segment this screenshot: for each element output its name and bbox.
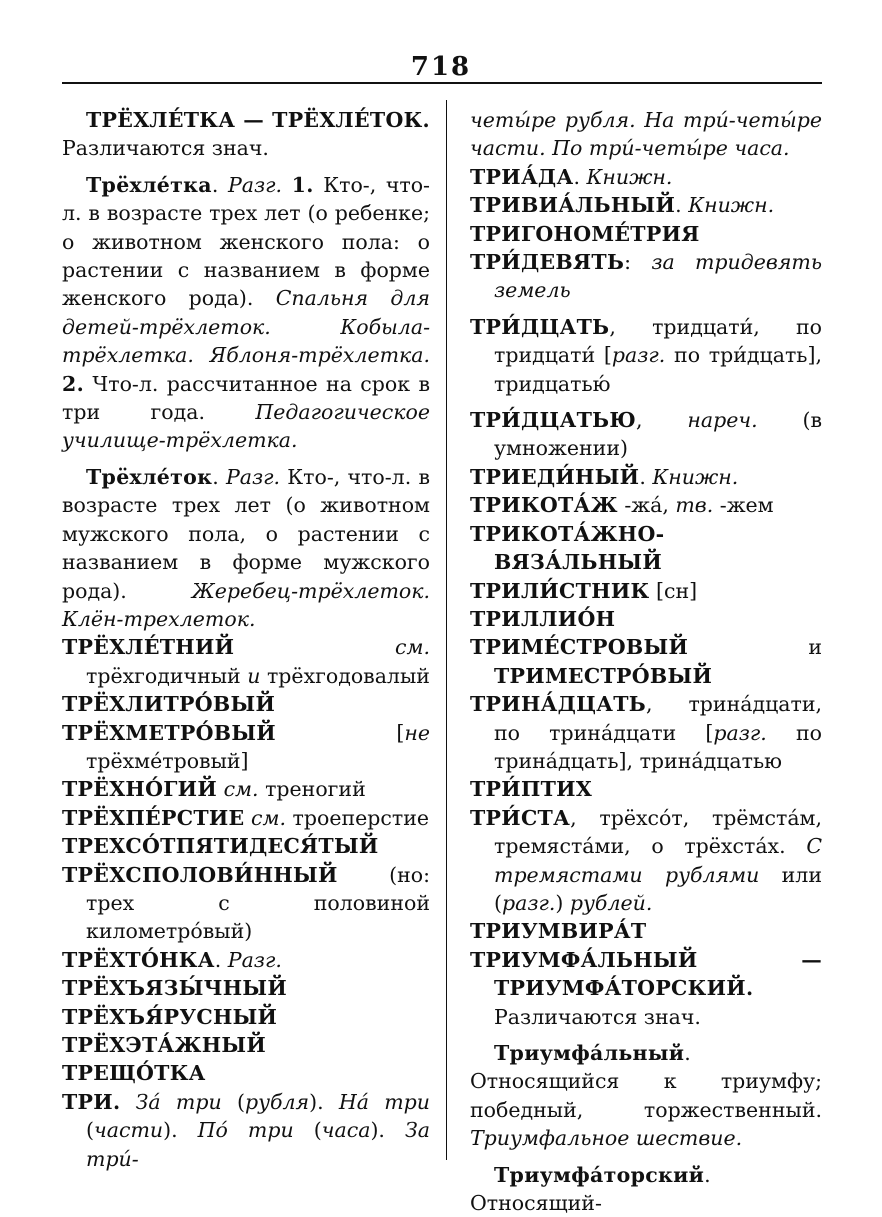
entry-text: . [573,164,587,189]
entry-text: трёхгодичный [86,663,248,688]
dictionary-entry [470,946,822,1031]
entry-headword: Триумфа́торский [494,1162,705,1187]
left-column [62,106,430,1173]
entry-text: -жем [713,493,774,518]
dictionary-entry [470,248,822,305]
entry-headword: ТРИУМВИРА́Т [470,919,647,944]
entry-headword: ТРЁХЪЯ́РУСНЫЙ [62,1004,278,1029]
dictionary-entry [470,633,822,690]
dictionary-entry [470,463,822,491]
dictionary-entry [470,220,822,248]
entry-text: по трина́дцать], трина́дцатью [494,720,822,773]
entry-text: Кто-, что-л. в возрасте трех лет (о ребенке; о животном женского пола: о растении с названием в форме женского рода). [62,172,430,311]
entry-headword: ТРИУМФА́ЛЬНЫЙ — ТРИУМФА́ТОРСКИЙ. [470,947,822,1001]
dictionary-entry [470,1161,822,1217]
entry-headword: ТРЁХМЕТРО́ВЫЙ [62,720,276,745]
entry-italic-note: и [247,663,261,688]
entry-headword: ТРИЕДИ́НЫЙ [470,464,640,489]
entry-headword: ТРИМЕ́СТРОВЫЙ [470,635,689,660]
header-rule [62,82,822,84]
entry-text: , трёхсо́т, трёмста́м, тремяста́ми, о трёхста́х. [494,805,822,859]
entry-headword: ТРЁХЭТА́ЖНЫЙ [62,1033,267,1057]
entry-headword: 2. [62,371,85,396]
dictionary-entry [62,171,430,455]
entry-italic-note: На́ три [338,1089,431,1114]
entry-text: , тридцати́, по тридцати́ [ [494,314,822,368]
entry-italic-note: разг. [611,343,666,368]
entry-headword: ТРИКОТА́ЖНО-ВЯЗА́ЛЬНЫЙ [470,521,665,575]
dictionary-entry [62,1059,430,1087]
entry-italic-note: рубля [244,1089,310,1114]
dictionary-entry [470,406,822,463]
entry-text: . [214,947,228,972]
entry-text: по три́дцать], тридцатью́ [494,343,822,396]
entry-text [120,1090,135,1114]
entry-headword: ТРИ́ДЦАТЬ [470,314,610,339]
entry-headword: ТРИГОНОМЕ́ТРИЯ [470,221,700,246]
entry-text: ). [163,1118,198,1143]
entry-headword: ТРЁХЛЕ́ТКА — ТРЁХЛЕ́ТОК. [86,108,430,132]
entry-italic-note: четы́ре рубля. На три́-четы́ре части. По три́-четы́ре часа. [470,108,822,161]
dictionary-entry [62,1003,430,1031]
dictionary-entry [470,106,822,163]
entry-headword: ТРЁХНО́ГИЙ [62,777,218,802]
entry-italic-note: см. [395,635,430,660]
dictionary-entry [470,804,822,918]
entry-text: трёхме́тровый] [86,748,249,773]
entry-italic-note: разг. [713,720,767,745]
dictionary-entry [470,605,822,633]
entry-text: ( [221,1089,245,1114]
page-number: 718 [410,52,472,82]
entry-text: [ [275,720,405,745]
entry-headword: ТРИ́СТА [470,805,571,830]
entry-italic-note: см. [223,777,259,802]
entry-italic-note: Книжн. [688,193,775,218]
entry-headword: ТРИЛИ́СТНИК [470,578,650,603]
entry-headword: Трёхле́ток [86,464,213,489]
entry-italic-note: нареч. [687,408,758,433]
entry-text: . [211,172,228,197]
dictionary-entry [62,1031,430,1059]
dictionary-entry [62,106,430,163]
entry-headword: ТРЕЩО́ТКА [62,1061,206,1086]
entry-headword: 1. [291,172,314,197]
dictionary-entry [470,917,822,945]
entry-text: : [624,250,652,275]
dictionary-entry [62,1088,430,1173]
entry-text: ( [86,1118,94,1143]
entry-text: Что-л. рассчитанное на срок в три года. [62,371,430,425]
entry-italic-note: Спальня для детей-трёхлеток. Кобыла-трёхлетка. Яблоня-трёхлетка. [62,286,430,368]
entry-text: Кто-, что-л. в возрасте трех лет (о животном мужского пола, о растении с названием в форме мужского рода). [62,464,430,603]
right-column [470,106,822,1217]
entry-italic-note: разг. [502,890,556,915]
entry-italic-note: за тридевять земель [494,250,822,303]
entry-text [282,173,292,197]
dictionary-entry [62,719,430,776]
entry-text: . [675,193,689,218]
entry-headword: Триумфа́льный [494,1041,685,1065]
entry-text: (в умножении) [494,408,822,461]
dictionary-entry [62,804,430,832]
entry-text: -жа́, [617,493,676,518]
entry-text: трёхгодовалый [260,663,430,688]
dictionary-entry [470,690,822,775]
entry-headword: ТРИ́ПТИХ [470,777,593,802]
entry-text: ). [370,1118,405,1143]
entry-text: Различаются знач. [494,1004,701,1029]
entry-text: . [212,464,226,489]
entry-italic-note: За три́- [86,1118,430,1171]
entry-text: ). [309,1089,339,1114]
entry-headword: ТРИ. [62,1089,121,1114]
entry-text: и [688,635,822,660]
entry-text: или ( [494,862,822,915]
entry-text: . Относящий- [470,1162,711,1216]
entry-headword: ТРЁХПЕ́РСТИЕ [62,805,245,830]
entry-text: , трина́дцати, по трина́дцати [ [494,692,822,745]
entry-headword: ТРЁХСПОЛОВИ́ННЫЙ [62,862,338,887]
entry-headword: ТРИМЕСТРО́ВЫЙ [494,663,713,688]
dictionary-entry [62,775,430,803]
entry-italic-note: Жеребец-трёхлеток. Клён-трехлеток. [62,578,430,631]
dictionary-entry [470,313,822,398]
entry-italic-note: см. [251,805,286,830]
entry-headword: ТРИЛЛИО́Н [470,606,616,631]
entry-italic-note: Разг. [227,172,283,197]
entry-headword: ТРИВИА́ЛЬНЫЙ [470,193,676,218]
entry-italic-note: Книжн. [586,164,673,189]
entry-italic-note: часа [321,1118,371,1143]
dictionary-entry [470,577,822,605]
entry-italic-note: Педагогическое училище-трёхлетка. [62,400,430,453]
dictionary-entry [470,775,822,803]
dictionary-entry [62,832,430,860]
entry-headword: ТРИ́ДЦАТЬЮ [470,408,637,433]
entry-text: . [639,464,653,489]
dictionary-entry [62,946,430,974]
entry-text [234,635,395,659]
dictionary-entry [62,463,430,633]
entry-italic-note: Триумфальное шествие. [470,1126,743,1151]
entry-headword: ТРИ́ДЕВЯТЬ [470,250,625,275]
entry-headword: ТРЕХСО́ТПЯТИДЕСЯ́ТЫЙ [62,834,379,859]
entry-text: ( [293,1118,322,1143]
entry-headword: Трёхле́тка [86,172,212,197]
entry-text: . Относящийся к триумфу; победный, торжественный. [470,1041,822,1122]
entry-headword: ТРЁХЛЕ́ТНИЙ [62,635,235,660]
dictionary-entry [470,191,822,219]
entry-headword: ТРЁХЛИТРО́ВЫЙ [62,692,276,717]
entry-italic-note: Книжн. [652,464,739,489]
entry-text: (но: трех с половиной километро́вый) [86,862,430,944]
entry-italic-note: части [94,1118,164,1143]
entry-text: Различаются знач. [62,136,269,161]
entry-headword: ТРЁХЪЯЗЫ́ЧНЫЙ [62,976,287,1001]
entry-text: ) [555,890,570,915]
dictionary-entry [62,690,430,718]
entry-italic-note: С тремястами рублями [494,834,822,887]
entry-headword: ТРЁХТО́НКА [62,947,215,972]
entry-italic-note: рублей. [569,890,653,915]
dictionary-entry [62,974,430,1002]
entry-italic-note: не [404,720,430,745]
entry-italic-note: По́ три [197,1118,294,1143]
dictionary-entry [470,491,822,519]
entry-text: [сн] [649,578,698,603]
dictionary-entry [470,163,822,191]
entry-italic-note: За́ три [135,1089,222,1114]
dictionary-entry [470,1039,822,1153]
entry-text: , [636,408,688,433]
entry-headword: ТРИКОТА́Ж [470,493,618,518]
entry-italic-note: Разг. [225,464,281,489]
entry-headword: ТРИА́ДА [470,164,574,189]
entry-text: троеперстие [286,805,429,830]
entry-headword: ТРИНА́ДЦАТЬ [470,692,647,717]
dictionary-entry [62,861,430,946]
entry-text: треногий [258,777,366,802]
column-divider [446,100,447,1160]
dictionary-entry [62,633,430,690]
entry-italic-note: тв. [675,493,714,518]
entry-italic-note: Разг. [227,947,282,972]
dictionary-entry [470,520,822,577]
